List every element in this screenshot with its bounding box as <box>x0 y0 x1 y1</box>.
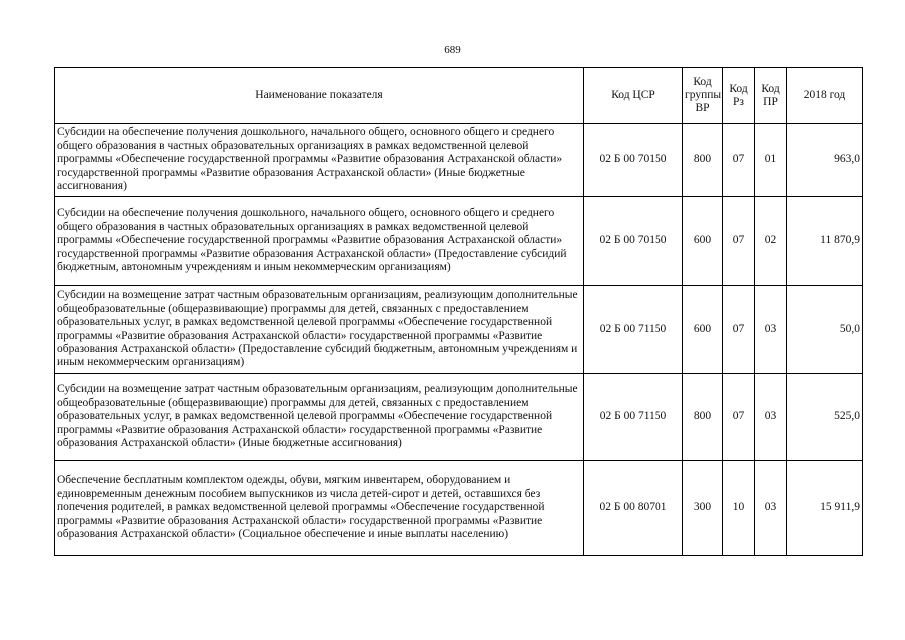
row-vr: 800 <box>683 374 723 461</box>
row-pr: 03 <box>755 461 787 556</box>
table-row <box>55 124 863 197</box>
row-name: Субсидии на возмещение затрат частным образовательным организациям, реализующим дополнительные общеобразовательные (общеразвивающие) программы для детей, связанных с предоставлением образовательных услуг, в рамках ведомственной целевой программы «Обеспечение государственной программы «Развитие образования Астраханской области» государственной программы «Развитие образования Астраханской области» (Иные бюджетные ассигнования) <box>55 374 584 461</box>
header-year: 2018 год <box>787 68 863 124</box>
header-vr-line3: ВР <box>695 102 710 114</box>
page-number: 689 <box>444 44 461 56</box>
header-rz-line2: Рз <box>733 95 744 108</box>
table-row <box>55 461 863 556</box>
table-header-row <box>55 68 863 124</box>
row-vr: 300 <box>683 461 723 556</box>
row-name: Субсидии на обеспечение получения дошкольного, начального общего, основного общего и среднего общего образования в частных образовательных организациях в рамках ведомственной целевой программы «Обеспечение государственной программы «Развитие образования Астраханской области» государственной программы «Развитие образования Астраханской области» (Иные бюджетные ассигнования) <box>55 124 584 197</box>
row-name: Субсидии на обеспечение получения дошкольного, начального общего, основного общего и среднего общего образования в частных образовательных организациях в рамках ведомственной целевой программы «Обеспечение государственной программы «Развитие образования Астраханской области» государственной программы «Развитие образования Астраханской области» (Предоставление субсидий бюджетным, автономным учреждениям и иным некоммерческим организациям) <box>55 197 584 286</box>
budget-table <box>54 67 863 556</box>
row-rz: 07 <box>723 197 755 286</box>
row-rz: 07 <box>723 374 755 461</box>
row-pr: 03 <box>755 286 787 374</box>
header-vr-line1: Код <box>693 76 712 88</box>
header-vr-line2: группы <box>685 89 722 101</box>
header-rz-line1: Код <box>729 82 748 95</box>
row-amount: 525,0 <box>787 374 863 461</box>
row-amount: 11 870,9 <box>787 197 863 286</box>
row-vr: 600 <box>683 286 723 374</box>
header-pr-line2: ПР <box>763 95 778 108</box>
header-csr: Код ЦСР <box>584 68 683 124</box>
header-pr <box>755 68 787 124</box>
header-name: Наименование показателя <box>55 68 584 124</box>
row-rz: 07 <box>723 124 755 197</box>
row-csr: 02 Б 00 70150 <box>584 197 683 286</box>
row-name: Обеспечение бесплатным комплектом одежды, обуви, мягким инвентарем, оборудованием и единовременным денежным пособием выпускников из числа детей-сирот и детей, оставшихся без попечения родителей, в рамках ведомственной целевой программы «Обеспечение государственной программы «Развитие образования Астраханской области» государственной программы «Развитие образования Астраханской области» (Социальное обеспечение и иные выплаты населению) <box>55 461 584 556</box>
row-name: Субсидии на возмещение затрат частным образовательным организациям, реализующим дополнительные общеобразовательные (общеразвивающие) программы для детей, связанных с предоставлением образовательных услуг, в рамках ведомственной целевой программы «Обеспечение государственной программы «Развитие образования Астраханской области» государственной программы «Развитие образования Астраханской области» (Предоставление субсидий бюджетным, автономным учреждениям и иным некоммерческим организациям) <box>55 286 584 374</box>
row-pr: 02 <box>755 197 787 286</box>
row-vr: 800 <box>683 124 723 197</box>
table-row <box>55 197 863 286</box>
row-amount: 963,0 <box>787 124 863 197</box>
row-csr: 02 Б 00 71150 <box>584 286 683 374</box>
row-rz: 10 <box>723 461 755 556</box>
row-rz: 07 <box>723 286 755 374</box>
row-amount: 15 911,9 <box>787 461 863 556</box>
row-csr: 02 Б 00 70150 <box>584 124 683 197</box>
row-csr: 02 Б 00 71150 <box>584 374 683 461</box>
row-pr: 03 <box>755 374 787 461</box>
header-pr-line1: Код <box>761 82 780 95</box>
header-vr <box>683 68 723 124</box>
row-pr: 01 <box>755 124 787 197</box>
row-vr: 600 <box>683 197 723 286</box>
row-amount: 50,0 <box>787 286 863 374</box>
table-row <box>55 286 863 374</box>
row-csr: 02 Б 00 80701 <box>584 461 683 556</box>
header-rz <box>723 68 755 124</box>
table-row <box>55 374 863 461</box>
